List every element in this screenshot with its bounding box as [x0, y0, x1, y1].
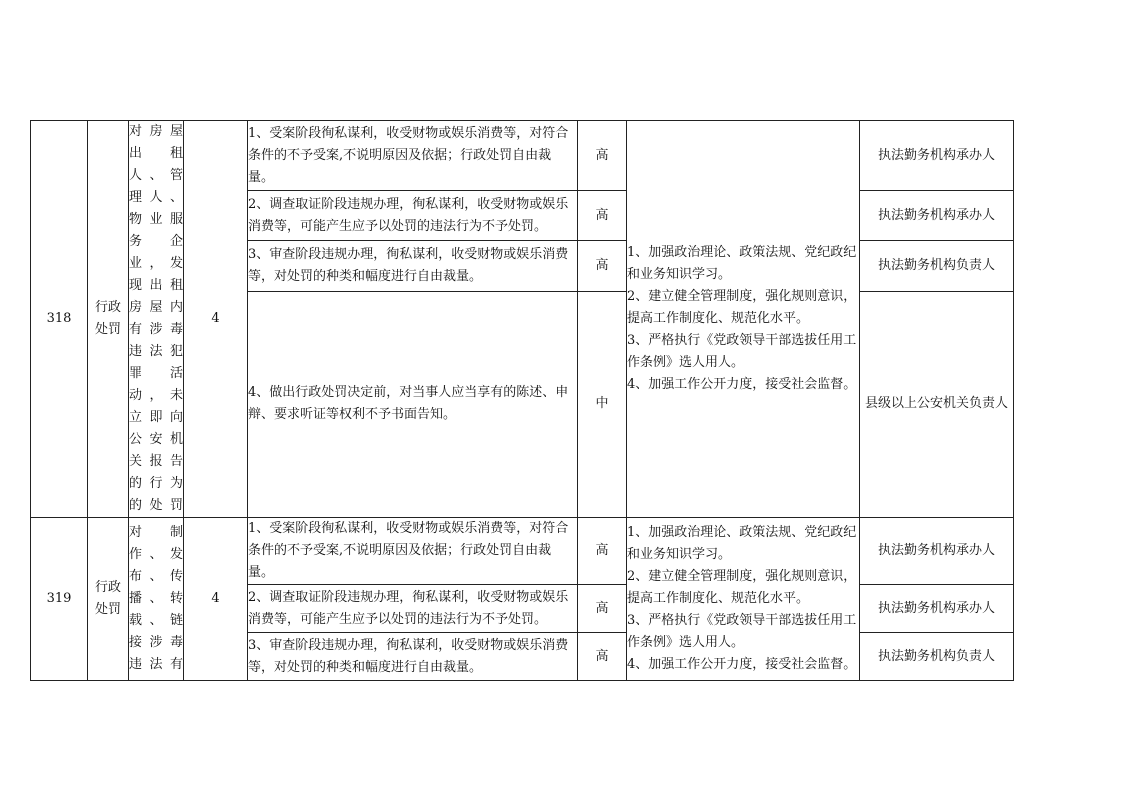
item-subject: 对 制 作、发 布、传 播、转 载、链 接涉毒 违法有	[129, 518, 184, 681]
table-row	[31, 121, 1014, 191]
risk-point: 3、审查阶段违规办理，徇私谋利，收受财物或娱乐消费等，对处罚的种类和幅度进行自由裁量。	[248, 241, 578, 291]
risk-point: 2、调查取证阶段违规办理，徇私谋利，收受财物或娱乐消费等，可能产生应予以处罚的违法行为不予处罚。	[248, 191, 578, 241]
risk-level: 高	[578, 518, 627, 585]
prevention-measures: 1、加强政治理论、政策法规、党纪政纪和业务知识学习。 2、建立健全管理制度，强化规则意识，提高工作制度化、规范化水平。 3、严格执行《党政领导干部选拔任用工作条例》选人用人。 4、加强工作公开力度，接受社会监督。	[627, 518, 860, 681]
risk-point: 2、调查取证阶段违规办理，徇私谋利，收受财物或娱乐消费等，可能产生应予以处罚的违法行为不予处罚。	[248, 585, 578, 633]
risk-count: 4	[184, 518, 248, 681]
risk-level: 高	[578, 121, 627, 191]
risk-level: 中	[578, 291, 627, 517]
responsible-person: 执法勤务机构承办人	[860, 585, 1014, 633]
responsible-person: 执法勤务机构承办人	[860, 191, 1014, 241]
risk-point: 1、受案阶段徇私谋利，收受财物或娱乐消费等，对符合条件的不予受案,不说明原因及依据；行政处罚自由裁量。	[248, 518, 578, 585]
risk-level: 高	[578, 633, 627, 681]
risk-point: 1、受案阶段徇私谋利，收受财物或娱乐消费等，对符合条件的不予受案,不说明原因及依据；行政处罚自由裁量。	[248, 121, 578, 191]
responsible-person: 执法勤务机构承办人	[860, 518, 1014, 585]
responsible-person: 县级以上公安机关负责人	[860, 291, 1014, 517]
risk-level: 高	[578, 585, 627, 633]
table-row	[31, 518, 1014, 585]
risk-point: 4、做出行政处罚决定前，对当事人应当享有的陈述、申辩、要求听证等权利不予书面告知。	[248, 291, 578, 517]
item-category: 行政 处罚	[88, 518, 129, 681]
item-subject: 对房屋 出 租 人、管 理人、 物业服 务 企 业，发 现出租 房屋内 有涉毒 违法犯 罪 活 动，未 立即向 公安机 关报告 的行为 的处罚	[129, 121, 184, 518]
risk-count: 4	[184, 121, 248, 518]
risk-table	[30, 120, 1014, 681]
item-category: 行政 处罚	[88, 121, 129, 518]
responsible-person: 执法勤务机构负责人	[860, 633, 1014, 681]
responsible-person: 执法勤务机构承办人	[860, 121, 1014, 191]
risk-level: 高	[578, 241, 627, 291]
risk-point: 3、审查阶段违规办理，徇私谋利，收受财物或娱乐消费等，对处罚的种类和幅度进行自由裁量。	[248, 633, 578, 681]
risk-level: 高	[578, 191, 627, 241]
item-number: 318	[31, 121, 88, 518]
item-number: 319	[31, 518, 88, 681]
prevention-measures: 1、加强政治理论、政策法规、党纪政纪和业务知识学习。 2、建立健全管理制度，强化规则意识，提高工作制度化、规范化水平。 3、严格执行《党政领导干部选拔任用工作条例》选人用人。 4、加强工作公开力度，接受社会监督。	[627, 121, 860, 518]
responsible-person: 执法勤务机构负责人	[860, 241, 1014, 291]
